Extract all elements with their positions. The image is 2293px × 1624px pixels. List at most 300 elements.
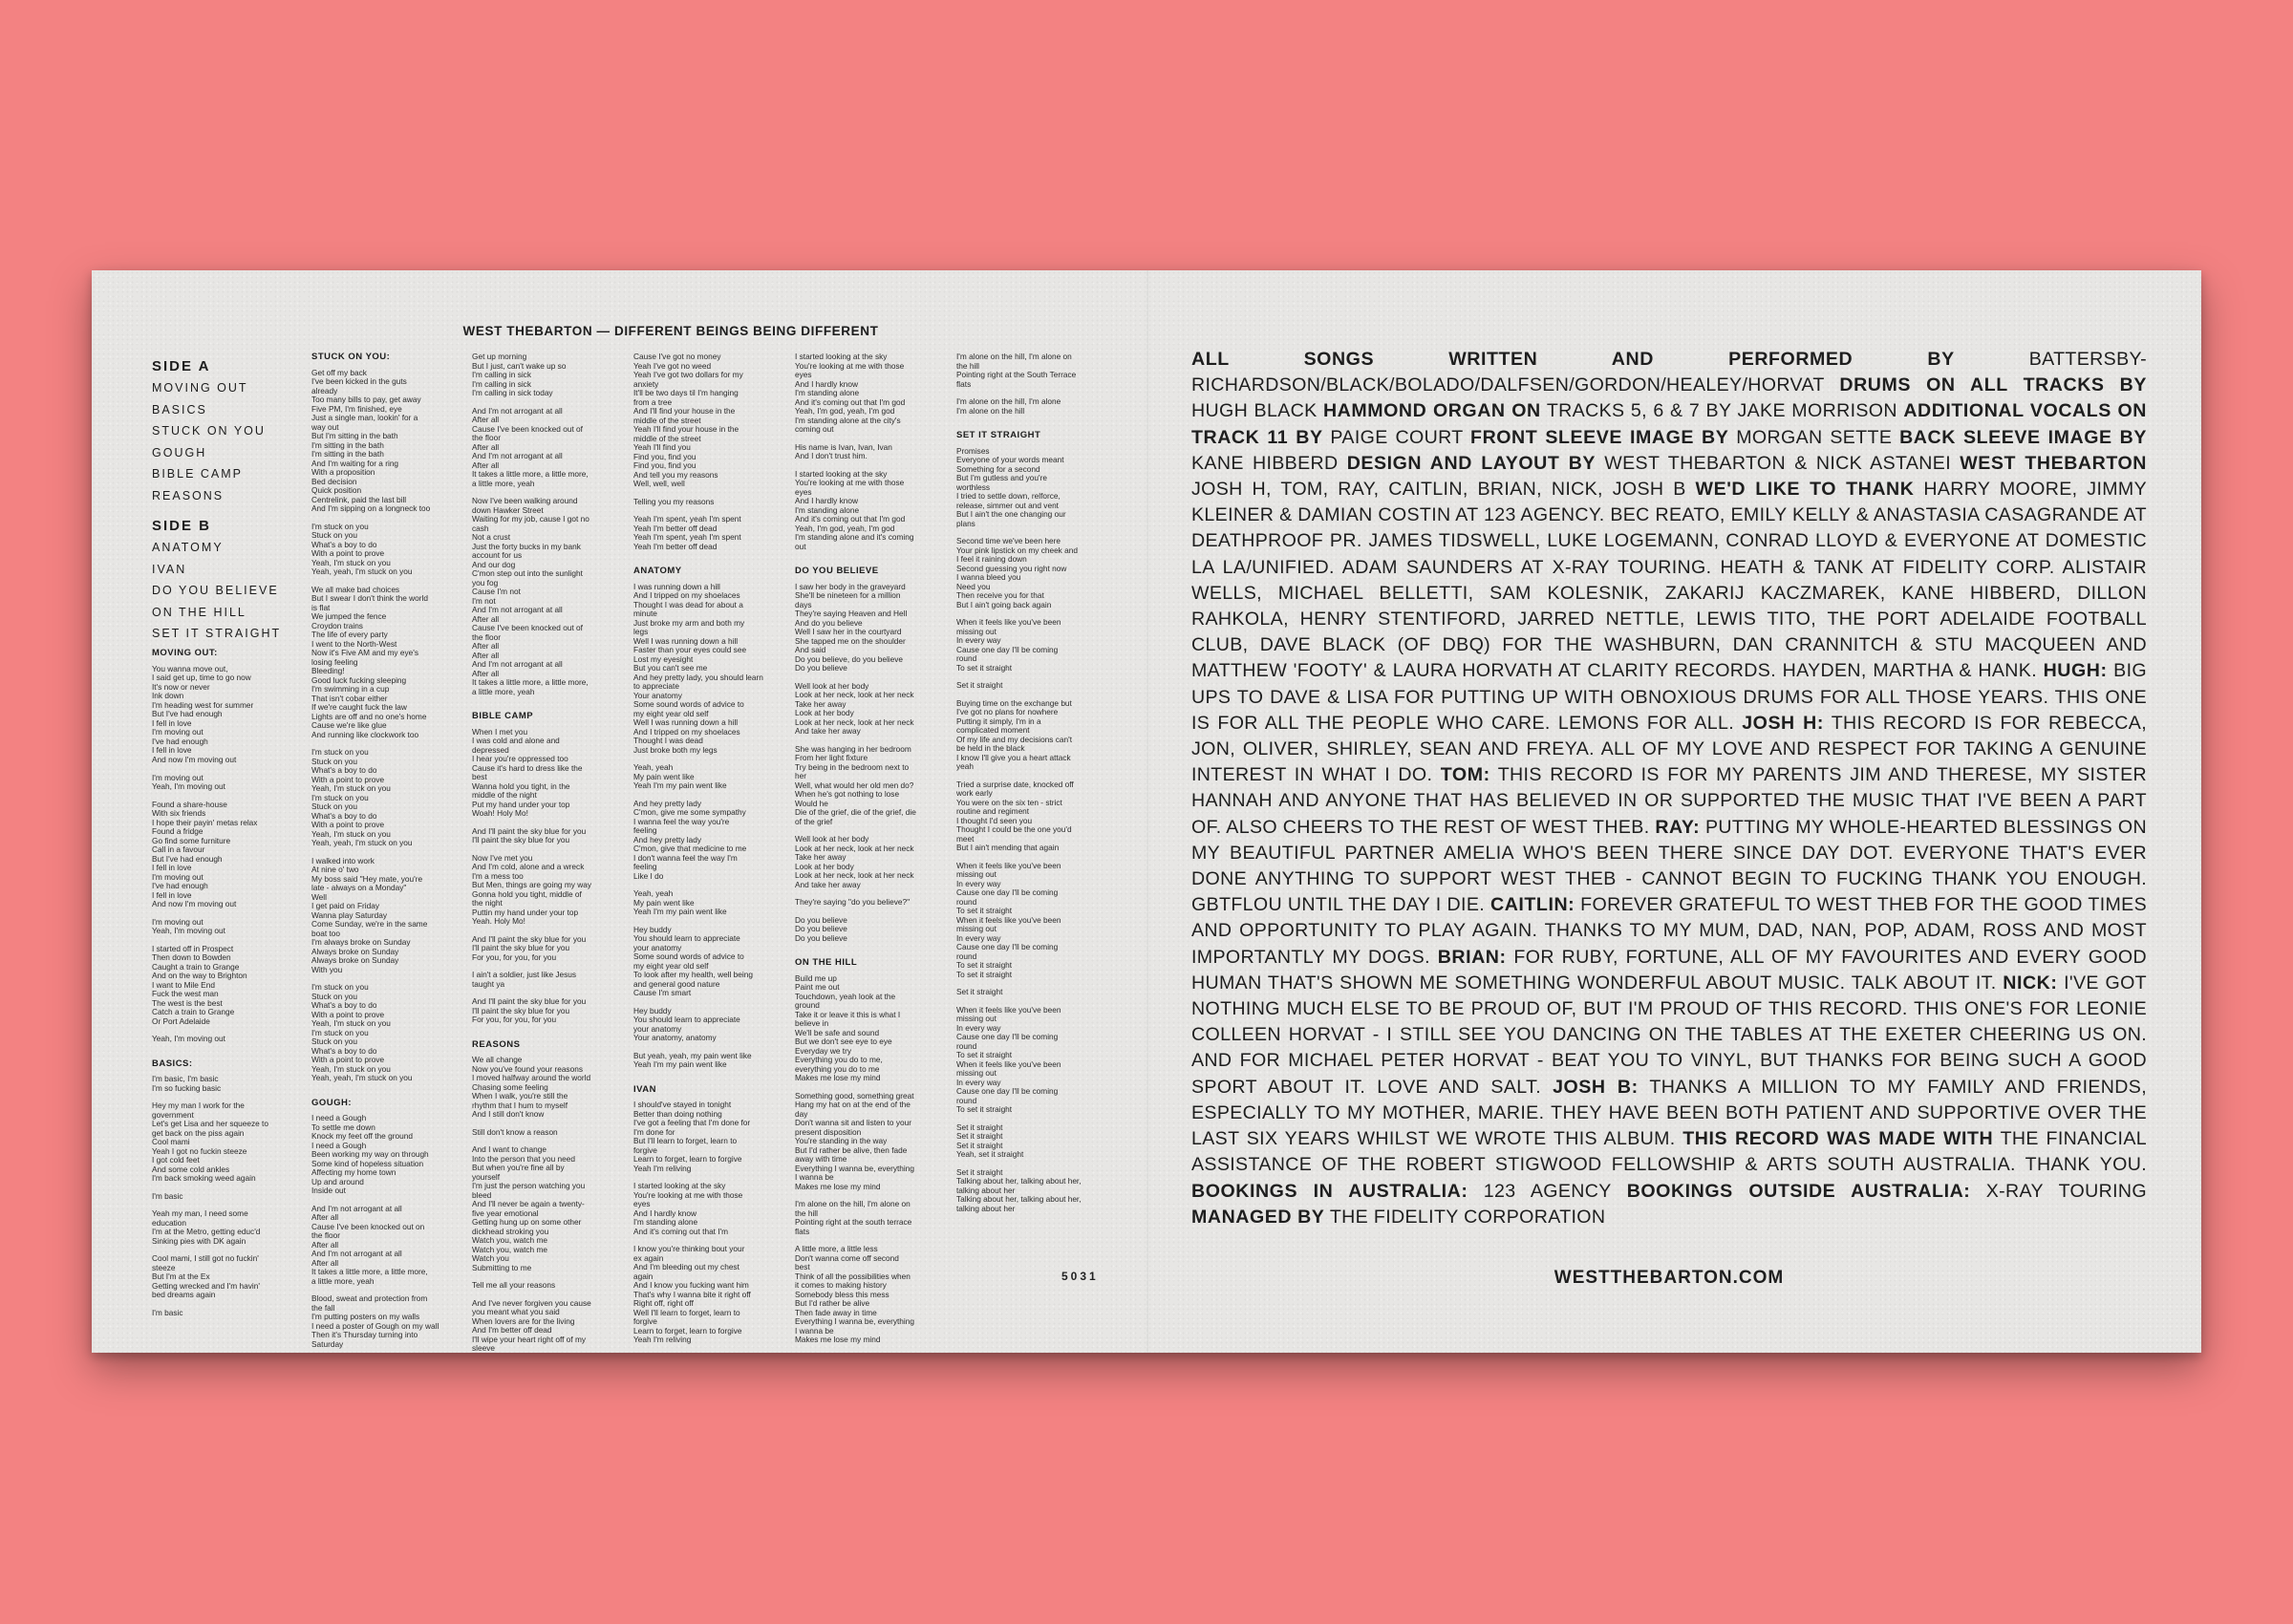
lyrics-stanza [633, 1052, 788, 1070]
lyric-line: I'm always broke on Sunday [311, 938, 411, 947]
lyric-line: routine and regiment [956, 807, 1030, 816]
lyric-line: forgive [633, 1145, 657, 1155]
lyric-line: I know I'll give you a heart attack [956, 753, 1071, 762]
lyrics-panel [92, 270, 1146, 1353]
lyric-line: Five PM, I'm finished, eye [311, 404, 402, 414]
song-title: ON THE HILL [795, 957, 858, 968]
lyric-line: Yeah I'm my pain went like [633, 908, 727, 916]
lyric-line: yeah [956, 762, 974, 771]
credit-text: TRACKS 5, 6 & 7 BY JAKE MORRISON [1540, 400, 1904, 422]
lyric-line: After all [472, 642, 500, 651]
lyric-line: And I hardly know [795, 379, 858, 389]
lyric-line: complicated moment [956, 726, 1030, 735]
lyric-line: Put my hand under your top [472, 800, 570, 809]
lyric-line: Not a crust [472, 533, 511, 542]
lyric-line: Set it straight [956, 1141, 1003, 1150]
lyric-line: I've got a feeling that I'm done for [633, 1119, 751, 1127]
lyric-line: With six friends [152, 809, 206, 818]
lyric-line: my eight year old self [633, 709, 709, 718]
lyric-line: At nine o' two [311, 865, 359, 874]
lyric-line: What's a boy to do [311, 766, 377, 775]
lyrics-stanza [795, 1245, 950, 1345]
credit-heading: TOM: [1440, 764, 1490, 786]
lyric-line: Set it straight [956, 988, 1003, 996]
lyric-line: When lovers are for the living [472, 1316, 575, 1326]
lyric-line: Yeah. Holy Mo! [472, 917, 525, 926]
credit-text: THANKS A MILLION TO MY FAMILY AND FRIENDS, ESPECIALLY TO MY MOTHER, MARIE. THEY HAVE BEEN BOTH PATIENT AND SUPPORTIVE OVER THE LAST SIX YEARS WHILST WE WROTE THIS ALBUM. [1191, 1076, 2148, 1150]
lyric-line: And I'm not arrogant at all [472, 452, 563, 460]
lyric-line: If we're caught fuck the law [311, 703, 407, 712]
lyric-line: Your pink lipstick on my cheek and [956, 545, 1078, 555]
lyrics-stanza [956, 397, 1111, 416]
lyric-line: Yeah, set it straight [956, 1150, 1024, 1159]
lyric-line: C'mon, give me some sympathy [633, 808, 746, 817]
lyric-line: Or Port Adelaide [152, 1016, 210, 1026]
lyric-line: I'm alone on the hill [956, 406, 1025, 416]
lyric-line: Second guessing you right now [956, 564, 1067, 573]
lyric-line: Faster than your eyes could see [633, 646, 747, 654]
lyric-line: days [795, 600, 812, 609]
lyrics-stanza [311, 523, 466, 577]
lyric-line: middle of the street [633, 416, 701, 425]
lyric-line: That's why I wanna bite it right off [633, 1290, 751, 1299]
lyric-line: Set it straight [956, 1122, 1003, 1132]
lyric-line: Yeah, yeah, I'm stuck on you [311, 567, 413, 576]
lyric-line: I started off in Prospect [152, 944, 234, 953]
lyric-line: middle of the night [472, 791, 537, 800]
lyrics-stanza [472, 997, 627, 1025]
lyric-line: steeze [152, 1263, 176, 1272]
lyrics-stanza [311, 586, 466, 740]
lyric-line: I'm calling in sick [472, 379, 531, 389]
lyric-line: Inside out [311, 1186, 346, 1195]
lyric-line: Yeah, I'm stuck on you [311, 1019, 391, 1028]
lyric-line: My boss said "Hey mate, you're [311, 874, 423, 884]
lyric-line: Cause one day I'll be coming [956, 943, 1059, 951]
lyric-line: But I'm gutless and you're [956, 474, 1047, 482]
lyric-line: And I'm better off dead [472, 1326, 552, 1335]
lyric-line: coming out [795, 425, 834, 434]
lyric-line: Everything you do to me, [795, 1056, 883, 1064]
credit-heading: BACK SLEEVE IMAGE BY [1899, 426, 2147, 448]
lyrics-stanza [956, 699, 1111, 772]
lyric-line: Cool mami [152, 1138, 190, 1146]
credit-heading: HUGH: [2043, 660, 2108, 682]
lyrics-stanza [472, 1299, 627, 1354]
lyric-line: ex again [633, 1253, 664, 1263]
lyric-line: But I'd rather be alive [795, 1299, 870, 1308]
lyric-line: Would he [795, 799, 828, 808]
lyrics-column [472, 353, 627, 1362]
song-title: ANATOMY [633, 566, 682, 576]
lyric-line: And said [795, 646, 826, 654]
lyrics-column [152, 649, 307, 1326]
lyrics-stanza [795, 745, 950, 827]
lyric-line: middle of the street [633, 434, 701, 443]
credit-text: THE FINANCIAL ASSISTANCE OF THE ROBERT STIGWOOD FELLOWSHIP & ARTS SOUTH AUSTRALIA. THANK YOU. [1191, 1128, 2147, 1176]
lyric-line: Do you believe [795, 664, 847, 673]
lyric-line: Yeah, yeah, I'm stuck on you [311, 839, 413, 847]
lyric-line: I should've stayed in tonight [633, 1100, 732, 1109]
lyrics-stanza [956, 1168, 1111, 1214]
lyric-line: And I'm not arrogant at all [311, 1204, 402, 1213]
lyrics-stanza [311, 1294, 466, 1349]
lyric-line: I wanna be [795, 1173, 834, 1182]
lyrics-stanza [472, 971, 627, 989]
lyrics-stanza [152, 1035, 307, 1044]
lyric-line: Get off my back [311, 368, 367, 377]
credit-heading: FRONT SLEEVE IMAGE BY [1470, 426, 1729, 448]
credits-text [1191, 347, 2147, 1230]
lyric-line: You're looking at me with those [795, 479, 905, 487]
lyric-line: meet [956, 834, 975, 844]
lyrics-stanza [152, 1309, 307, 1318]
lyric-line: I'm heading west for summer [152, 700, 254, 710]
lyric-line: out [795, 542, 806, 551]
lyric-line: I fell in love [152, 746, 192, 755]
track-item: ON THE HILL [152, 605, 246, 619]
lyric-line: I'm putting posters on my walls [311, 1313, 420, 1321]
lyric-line: Yeah I'll find you [633, 443, 691, 452]
lyric-line: Makes me lose my mind [795, 1182, 881, 1191]
lyric-line: cash [472, 524, 489, 533]
lyric-line: already [311, 386, 338, 395]
lyric-line: And I'll paint the sky blue for you [472, 826, 587, 836]
lyric-line: Go find some furniture [152, 836, 231, 845]
lyric-line: Yeah I'll find your house in the [633, 425, 739, 434]
lyric-line: I'm stuck on you [311, 1028, 369, 1037]
lyric-line: losing feeling [311, 657, 358, 667]
lyric-line: the floor [472, 434, 501, 442]
lyric-line: Chasing some feeling [472, 1082, 548, 1092]
credit-text: PAIGE COURT [1322, 426, 1471, 448]
lyric-line: the floor [311, 1231, 340, 1240]
track-item: IVAN [152, 562, 187, 576]
lyric-line: You're standing in the way [795, 1137, 888, 1145]
lyric-line: best [472, 773, 487, 781]
lyric-line: the fall [311, 1303, 335, 1313]
credit-text: JOSH H, TOM, RAY, CAITLIN, BRIAN, NICK, JOSH B [1191, 479, 1696, 501]
track-item: GOUGH [152, 445, 207, 459]
lyric-line: Cause I've got no money [633, 353, 721, 361]
credit-text: FOR RUBY, FORTUNE, ALL OF MY FAVOURITES AND EVERY GOOD HUMAN THAT'S SHOWN ME SOMETHING WONDERFUL ABOUT MUSIC. TALK ABOUT IT. [1191, 946, 2148, 994]
lyrics-stanza [633, 926, 788, 998]
track-item: MOVING OUT [152, 381, 248, 395]
lyric-line: And I'm waiting for a ring [311, 459, 399, 468]
lyric-line: I'm sitting in the bath [311, 450, 384, 459]
lyric-line: Just broke both my legs [633, 745, 718, 755]
lyric-line: Let's get Lisa and her squeeze to [152, 1120, 268, 1128]
lyric-line: Yeah, I'm stuck on you [311, 1064, 391, 1074]
lyric-line: depressed [472, 745, 509, 755]
lyric-line: your anatomy [633, 1024, 682, 1034]
lyric-line: And I still don't know [472, 1110, 545, 1119]
lyric-line: again [633, 1271, 654, 1281]
lyric-line: The west is the best [152, 998, 223, 1008]
lyric-line: sleeve [472, 1344, 495, 1353]
lyric-line: Buying time on the exchange but [956, 698, 1072, 708]
song-title: DO YOU BELIEVE [795, 566, 879, 576]
lyric-line: round [956, 654, 977, 663]
lyric-line: flats [956, 379, 972, 389]
lyric-line: But you can't see me [633, 664, 708, 673]
credit-heading: BOOKINGS OUTSIDE AUSTRALIA: [1626, 1180, 1971, 1202]
lyric-line: And take her away [795, 880, 861, 889]
lyric-line: And I'll paint the sky blue for you [472, 997, 587, 1006]
credit-heading: CAITLIN: [1490, 894, 1575, 916]
side-b-label: SIDE B [152, 518, 212, 534]
lyric-line: The life of every party [311, 630, 388, 639]
lyric-line: And do you believe [795, 618, 863, 628]
track-item: BASICS [152, 402, 207, 417]
lyric-line: ground [795, 1001, 820, 1010]
lyric-line: Take it or leave it this is what I [795, 1010, 901, 1019]
lyric-line: After all [472, 416, 500, 424]
lyric-line: I'm a mess too [472, 871, 524, 881]
song-title: MOVING OUT: [152, 648, 218, 658]
lyric-line: And tell you my reasons [633, 470, 718, 480]
lyric-line: Then fade away in time [795, 1308, 877, 1317]
credit-text: PUTTING MY WHOLE-HEARTED BLESSINGS ON MY BEAUTIFUL PARTNER AMELIA WHO'S BEEN THERE SINCE DAY DOT. EVERYONE THAT'S EVER DONE ANYTHING TO SUPPORT WEST THEB - CANNOT BEGIN TO FUCKING THANK YOU ENOUGH. GBTFLOU UNTIL THE DAY I DIE. [1191, 816, 2147, 916]
lyric-line: Look at her body [795, 862, 854, 871]
lyric-line: Puttin my hand under your top [472, 908, 579, 917]
lyric-line: I'm stuck on you [311, 748, 369, 757]
lyric-line: Look at her neck, look at her neck [795, 717, 914, 727]
lyric-line: Look at her neck, look at her neck [795, 691, 914, 699]
lyric-line: I'm swimming in a cup [311, 685, 390, 694]
lyric-line: I walked into work [311, 856, 375, 865]
lyric-line: Getting wrecked and I'm havin' [152, 1281, 260, 1291]
lyric-line: feeling [633, 863, 657, 871]
lyric-line: Now I've been walking around [472, 497, 578, 505]
lyric-line: It's now or never [152, 682, 210, 692]
lyric-line: worthless [956, 482, 991, 492]
lyric-line: way out [311, 422, 339, 432]
lyric-line: Cause one day I'll be coming [956, 1087, 1059, 1096]
lyric-line: And our dog [472, 560, 516, 569]
lyric-line: Look at her body [795, 709, 854, 717]
lyrics-stanza [152, 801, 307, 909]
lyric-line: Croydon trains [311, 621, 363, 630]
lyric-line: eyes [633, 1200, 651, 1208]
lyric-line: I'm standing alone [633, 1218, 698, 1227]
lyric-line: Getting hung up on some other [472, 1218, 582, 1227]
lyric-line: Tried a surprise date, knocked off [956, 780, 1074, 789]
lyrics-stanza [633, 1100, 788, 1173]
lyric-line: Yeah, I'm stuck on you [311, 558, 391, 567]
lyrics-stanza [956, 988, 1111, 997]
lyric-line: your anatomy [633, 943, 682, 952]
credit-text: KANE HIBBERD [1191, 452, 1347, 474]
lyric-line: I'm moving out [152, 773, 204, 782]
lyric-line [152, 764, 307, 774]
lyric-line: Lost my eyesight [633, 654, 694, 664]
lyrics-stanza [795, 974, 950, 1083]
credit-text: X-RAY TOURING [1970, 1180, 2148, 1202]
song-title: REASONS [472, 1038, 521, 1050]
credit-text: 123 AGENCY [1468, 1180, 1627, 1202]
credit-heading: ADDITIONAL VOCALS ON TRACK 11 BY [1191, 400, 2147, 448]
lyric-line: Affecting my home town [311, 1168, 396, 1177]
lyric-line: Then receive you for that [956, 591, 1044, 600]
lyric-line: When it feels like you've been [956, 1005, 1061, 1015]
lyric-line: To set it straight [956, 1051, 1013, 1059]
lyric-line: Well I was running down a hill [633, 718, 739, 727]
lyric-line: But I ain't mending that again [956, 844, 1060, 852]
lyric-line: Submitting to me [472, 1263, 532, 1272]
lyric-line: But I ain't going back again [956, 600, 1052, 609]
lyrics-stanza [152, 1101, 307, 1184]
lyric-line: My pain went like [633, 772, 695, 781]
lyric-line: It takes a little more, a little more, [311, 1268, 428, 1276]
lyric-line: from a tree [633, 397, 673, 407]
lyric-line: you fog [472, 578, 499, 588]
lyric-line: Something good, something great [795, 1091, 914, 1100]
lyrics-stanza [956, 1006, 1111, 1115]
lyric-line: minute [633, 609, 657, 618]
lyric-line: round [956, 1096, 977, 1105]
lyric-line: To set it straight [956, 907, 1013, 915]
lyric-line: My pain went like [633, 898, 695, 908]
lyric-line: They're saying "do you believe?" [795, 898, 911, 907]
lyrics-stanza [152, 918, 307, 936]
lyric-line: eyes [795, 371, 812, 379]
lyric-line: You should learn to appreciate [633, 1015, 740, 1024]
lyric-line: I'm just the person watching you [472, 1182, 586, 1190]
lyric-line: Wanna play Saturday [311, 910, 388, 920]
lyric-line: Wanna hold you tight, in the [472, 781, 570, 791]
lyric-line: Yeah, I'm moving out [152, 782, 225, 791]
lyric-line: Knock my feet off the ground [311, 1132, 413, 1141]
lyric-line: In every way [956, 879, 1001, 888]
lyric-line: I saw her body in the graveyard [795, 582, 906, 591]
lyric-line: a little more, yeah [472, 687, 535, 696]
lyrics-stanza [795, 682, 950, 737]
website-url: WESTTHEBARTON.COM [1554, 1268, 1785, 1288]
lyric-line: To set it straight [956, 663, 1013, 673]
lyric-line: Die of the grief, die of the grief, die [795, 808, 916, 817]
lyric-line: Promises [956, 446, 990, 456]
lyric-line: get back on the piss again [152, 1128, 245, 1138]
lyric-line: I'm not [472, 596, 496, 606]
lyric-line: I'm basic [152, 1191, 183, 1201]
lyric-line: Bleeding! [311, 667, 345, 675]
lyric-line: Everything I wanna be, everything [795, 1164, 914, 1173]
lyric-line: I've been kicked in the guts [311, 377, 407, 386]
lyric-line: Come Sunday, we're in the same [311, 920, 428, 929]
track-item: DO YOU BELIEVE [152, 584, 279, 597]
lyrics-stanza [311, 1205, 466, 1287]
lyric-line: With a point to prove [311, 821, 385, 829]
lyrics-stanza [956, 447, 1111, 529]
lyric-line: Yeah I'm my pain went like [633, 1060, 727, 1069]
lyric-line: When I met you [472, 727, 528, 737]
lyrics-stanza [956, 681, 1111, 691]
lyric-line: I'm calling in sick today [472, 389, 553, 397]
lyrics-stanza [311, 369, 466, 514]
lyrics-stanza [472, 1128, 627, 1138]
lyric-line: you meant what you said [472, 1308, 560, 1316]
lyric-line: Everyone of your words meant [956, 456, 1064, 464]
lyric-line: Do you believe [795, 925, 847, 933]
lyric-line: After all [472, 651, 500, 660]
lyric-line: And running like clockwork too [311, 730, 419, 739]
track-item: STUCK ON YOU [152, 424, 266, 438]
lyric-line: a little more, yeah [311, 1276, 375, 1286]
lyric-line: They're saying Heaven and Hell [795, 609, 908, 618]
lyric-line: Well, well, well [633, 480, 685, 488]
lyric-line: away with time [795, 1155, 847, 1164]
lyric-line: And I don't trust him. [795, 452, 868, 460]
lyric-line: And I'm not arrogant at all [311, 1250, 402, 1258]
lyric-line: And I hardly know [633, 1208, 696, 1218]
lyric-line: Stuck on you [311, 1037, 357, 1046]
lyrics-stanza [633, 498, 788, 507]
song-title: GOUGH: [311, 1097, 353, 1108]
lyric-line: Up and around [311, 1177, 364, 1186]
lyric-line: And I'm not arrogant at all [472, 406, 563, 416]
lyric-line: Bed decision [311, 477, 357, 486]
lyrics-stanza [956, 537, 1111, 609]
lyric-line: I hope their payin' metas relax [152, 818, 258, 827]
lyric-line: Yeah, I'm stuck on you [311, 784, 391, 793]
lyric-line: For you, for you, for you [472, 952, 557, 962]
lyrics-stanza [472, 497, 627, 696]
lyric-line: Get up morning [472, 353, 527, 361]
lyric-line: When I walk, you're still the [472, 1092, 568, 1100]
lyric-line: Cause I'm smart [633, 989, 692, 997]
lyric-line: missing out [956, 1069, 996, 1078]
lyric-line: Stuck on you [311, 757, 357, 766]
lyric-line: A little more, a little less [795, 1245, 878, 1253]
lyric-line: the hill [795, 1208, 818, 1218]
lyric-line: I don't wanna feel the way I'm [633, 853, 738, 863]
lyric-line: Some sound words of advice to [633, 700, 744, 709]
lyric-line: After all [472, 460, 500, 470]
lyric-line: be held in the black [956, 744, 1025, 753]
lyric-line: day [795, 1109, 808, 1119]
lyric-line: Just broke my arm and both my [633, 618, 745, 628]
lyric-line: Well [311, 892, 327, 902]
lyric-line: Some kind of hopeless situation [311, 1159, 424, 1168]
lyric-line: With you [311, 965, 343, 974]
lyric-line: You should learn to appreciate [633, 934, 740, 943]
lyric-line: And I tripped on my shoelaces [633, 591, 740, 600]
lyric-line: Yeah, yeah [633, 763, 674, 772]
lyric-line: Like I do [633, 871, 664, 881]
lyric-line: When it feels like you've been [956, 915, 1061, 925]
lyric-line: And now I'm moving out [152, 900, 237, 908]
lyrics-stanza [152, 1254, 307, 1300]
lyric-line: Take her away [795, 699, 846, 709]
lyric-line: government [152, 1110, 194, 1120]
credit-heading: DRUMS ON ALL TRACKS BY [1839, 374, 2148, 396]
lyric-line: Now it's Five AM and my eye's [311, 649, 418, 657]
lyric-line: And I tripped on my shoelaces [633, 727, 740, 737]
lyrics-stanza [472, 1056, 627, 1120]
lyric-line: I'm standing alone [795, 505, 860, 515]
lyric-line: Gonna hold you tight, middle of [472, 889, 582, 899]
lyric-line: To set it straight [956, 970, 1013, 979]
lyric-line: Yeah I'm spent, yeah I'm spent [633, 515, 741, 524]
lyric-line: forgive [633, 1317, 657, 1326]
lyric-line: of the grief [795, 817, 833, 826]
album-sleeve [92, 270, 2201, 1353]
lyric-line: In every way [956, 1023, 1001, 1033]
track-item: BIBLE CAMP [152, 467, 244, 481]
lyric-line: After all [472, 614, 500, 624]
lyric-line: I'm alone on the hill, I'm alone on [956, 353, 1072, 361]
